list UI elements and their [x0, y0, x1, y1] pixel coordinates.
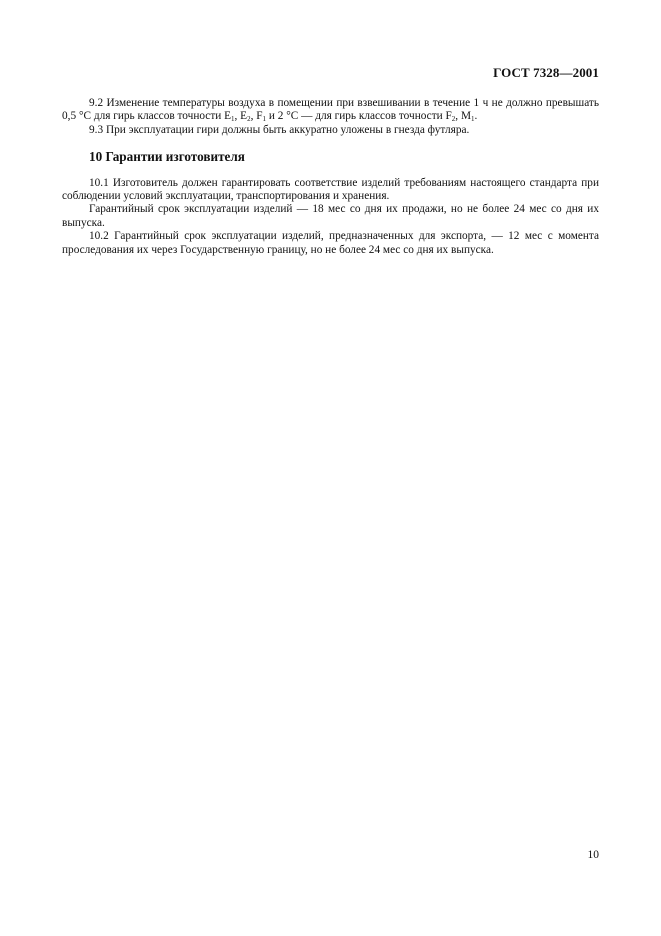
- separator: , М: [455, 110, 471, 123]
- subscript: 1: [262, 115, 267, 124]
- subscript: 2: [451, 115, 456, 124]
- separator: , F: [250, 110, 263, 123]
- p9-2-text-1: 9.2 Изменение температуры воздуха в помещении при взвешивании в течение 1 ч не должно превышать 0,5 °С для гирь классов точности Е: [62, 97, 599, 123]
- section-heading: 10 Гарантии изготовителя: [89, 149, 245, 165]
- paragraph-9-2: [62, 97, 599, 124]
- sentence-end: .: [474, 110, 478, 123]
- separator: , Е: [234, 110, 248, 123]
- paragraph-10-1: 10.1 Изготовитель должен гарантировать соответствие изделий требованиям настоящего стандарта при соблюдении условий эксплуатации, транспортирования и хранения.: [62, 176, 599, 203]
- p9-2-text-2: и 2 °С — для гирь классов точности F: [266, 110, 452, 123]
- page-number: 10: [587, 849, 599, 861]
- subscript: 1: [231, 115, 235, 124]
- paragraph-10-2: 10.2 Гарантийный срок эксплуатации изделий, предназначенных для экспорта, — 12 мес с момента проследования их через Государственную границу, но не более 24 мес со дня их выпуска.: [62, 230, 599, 256]
- document-code: ГОСТ 7328—2001: [493, 65, 599, 80]
- subscript: 1: [471, 115, 475, 124]
- paragraph-10-1-warranty: Гарантийный срок эксплуатации изделий — 18 мес со дня их продажи, но не более 24 мес со дня их выпуска.: [62, 203, 599, 229]
- page-content: [62, 97, 599, 257]
- subscript: 2: [247, 115, 251, 124]
- paragraph-9-3: 9.3 При эксплуатации гири должны быть аккуратно уложены в гнезда футляра.: [89, 123, 470, 136]
